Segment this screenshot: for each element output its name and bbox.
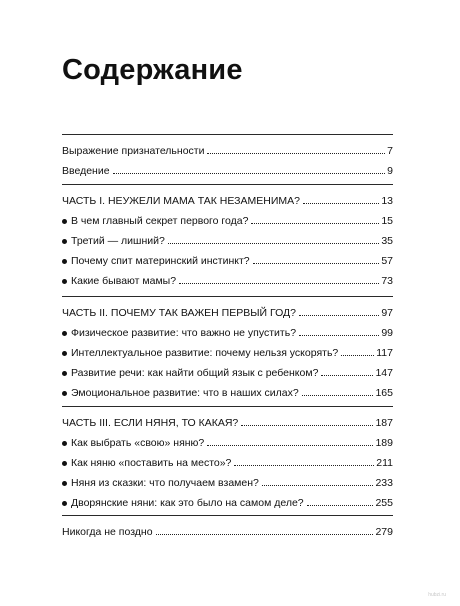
toc-section bbox=[62, 134, 393, 177]
toc-page-number: 97 bbox=[381, 307, 393, 319]
toc-entry-label: Физическое развитие: что важно не упустить? bbox=[71, 327, 297, 339]
toc-entry-label: Третий — лишний? bbox=[71, 235, 165, 247]
toc-page-number: 99 bbox=[381, 327, 393, 339]
toc-entry-label: Какие бывают мамы? bbox=[71, 275, 177, 287]
toc-entry-label: ЧАСТЬ III. ЕСЛИ НЯНЯ, ТО КАКАЯ? bbox=[62, 417, 239, 429]
toc-entry-label: Как няню «поставить на место»? bbox=[71, 457, 232, 469]
toc-part-heading[interactable] bbox=[62, 303, 393, 319]
toc-entry[interactable] bbox=[62, 211, 393, 227]
toc-page-number: 57 bbox=[381, 255, 393, 267]
bullet-icon bbox=[62, 391, 67, 396]
toc-entry-label: Выражение признательности bbox=[62, 145, 205, 157]
bullet-icon bbox=[62, 279, 67, 284]
toc-section bbox=[62, 184, 393, 287]
toc-entry-label: Дворянские няни: как это было на самом деле? bbox=[71, 497, 304, 509]
toc-entry-label: ЧАСТЬ I. НЕУЖЕЛИ МАМА ТАК НЕЗАМЕНИМА? bbox=[62, 195, 300, 207]
toc-section bbox=[62, 406, 393, 509]
bullet-icon bbox=[62, 501, 67, 506]
toc-page-number: 73 bbox=[381, 275, 393, 287]
toc-entry-label: В чем главный секрет первого года? bbox=[71, 215, 249, 227]
toc-section bbox=[62, 296, 393, 399]
toc-entry[interactable] bbox=[62, 343, 393, 359]
toc-page-number: 7 bbox=[387, 145, 393, 157]
toc-entry[interactable] bbox=[62, 251, 393, 267]
dot-leader bbox=[303, 203, 379, 204]
dot-leader bbox=[207, 153, 385, 154]
toc-entry[interactable] bbox=[62, 231, 393, 247]
dot-leader bbox=[302, 395, 374, 396]
toc-entry[interactable] bbox=[62, 433, 393, 449]
toc-entry[interactable] bbox=[62, 453, 393, 469]
toc-part-heading[interactable] bbox=[62, 413, 393, 429]
bullet-icon bbox=[62, 259, 67, 264]
toc-page-number: 9 bbox=[387, 165, 393, 177]
dot-leader bbox=[207, 445, 373, 446]
toc-entry[interactable] bbox=[62, 323, 393, 339]
toc-entry[interactable] bbox=[62, 363, 393, 379]
dot-leader bbox=[251, 223, 379, 224]
watermark: hubzi.ru bbox=[428, 592, 446, 598]
toc-section bbox=[62, 515, 393, 538]
toc-page-number: 255 bbox=[375, 497, 393, 509]
bullet-icon bbox=[62, 219, 67, 224]
toc-entry[interactable] bbox=[62, 493, 393, 509]
toc-page-number: 15 bbox=[381, 215, 393, 227]
bullet-icon bbox=[62, 461, 67, 466]
toc-page-number: 233 bbox=[375, 477, 393, 489]
toc-entry-label: Интеллектуальное развитие: почему нельзя ускорять? bbox=[71, 347, 339, 359]
dot-leader bbox=[179, 283, 379, 284]
toc-entry[interactable] bbox=[62, 383, 393, 399]
bullet-icon bbox=[62, 441, 67, 446]
toc-part-heading[interactable] bbox=[62, 191, 393, 207]
bullet-icon bbox=[62, 239, 67, 244]
toc-entry-label: Как выбрать «свою» няню? bbox=[71, 437, 205, 449]
dot-leader bbox=[156, 534, 374, 535]
toc-page-number: 211 bbox=[376, 457, 393, 469]
section-divider bbox=[62, 184, 393, 185]
toc-entry[interactable] bbox=[62, 271, 393, 287]
toc-entry[interactable] bbox=[62, 161, 393, 177]
dot-leader bbox=[253, 263, 380, 264]
toc-page-number: 165 bbox=[375, 387, 393, 399]
toc-page-number: 117 bbox=[376, 347, 393, 359]
bullet-icon bbox=[62, 351, 67, 356]
toc-entry-label: Развитие речи: как найти общий язык с ребенком? bbox=[71, 367, 319, 379]
toc-entry[interactable] bbox=[62, 522, 393, 538]
toc-page-number: 13 bbox=[381, 195, 393, 207]
dot-leader bbox=[321, 375, 373, 376]
section-divider bbox=[62, 515, 393, 516]
dot-leader bbox=[307, 505, 374, 506]
page-title: Содержание bbox=[62, 54, 243, 86]
toc-page-number: 35 bbox=[381, 235, 393, 247]
section-divider bbox=[62, 296, 393, 297]
toc-entry-label: Никогда не поздно bbox=[62, 526, 153, 538]
bullet-icon bbox=[62, 481, 67, 486]
toc-entry-label: Почему спит материнский инстинкт? bbox=[71, 255, 250, 267]
toc-page-number: 189 bbox=[375, 437, 393, 449]
dot-leader bbox=[234, 465, 374, 466]
bullet-icon bbox=[62, 331, 67, 336]
toc-entry-label: ЧАСТЬ II. ПОЧЕМУ ТАК ВАЖЕН ПЕРВЫЙ ГОД? bbox=[62, 307, 296, 319]
toc-entry-label: Введение bbox=[62, 165, 110, 177]
toc-entry-label: Няня из сказки: что получаем взамен? bbox=[71, 477, 259, 489]
dot-leader bbox=[262, 485, 374, 486]
dot-leader bbox=[113, 173, 386, 174]
toc-entry[interactable] bbox=[62, 473, 393, 489]
bullet-icon bbox=[62, 371, 67, 376]
section-divider bbox=[62, 406, 393, 407]
dot-leader bbox=[299, 315, 379, 316]
toc-page-number: 187 bbox=[375, 417, 393, 429]
toc-entry-label: Эмоциональное развитие: что в наших силах? bbox=[71, 387, 299, 399]
dot-leader bbox=[299, 335, 379, 336]
section-divider bbox=[62, 134, 393, 135]
toc-entry[interactable] bbox=[62, 141, 393, 157]
dot-leader bbox=[168, 243, 379, 244]
dot-leader bbox=[241, 425, 373, 426]
toc-page-number: 147 bbox=[375, 367, 393, 379]
dot-leader bbox=[341, 355, 374, 356]
toc-page-number: 279 bbox=[375, 526, 393, 538]
